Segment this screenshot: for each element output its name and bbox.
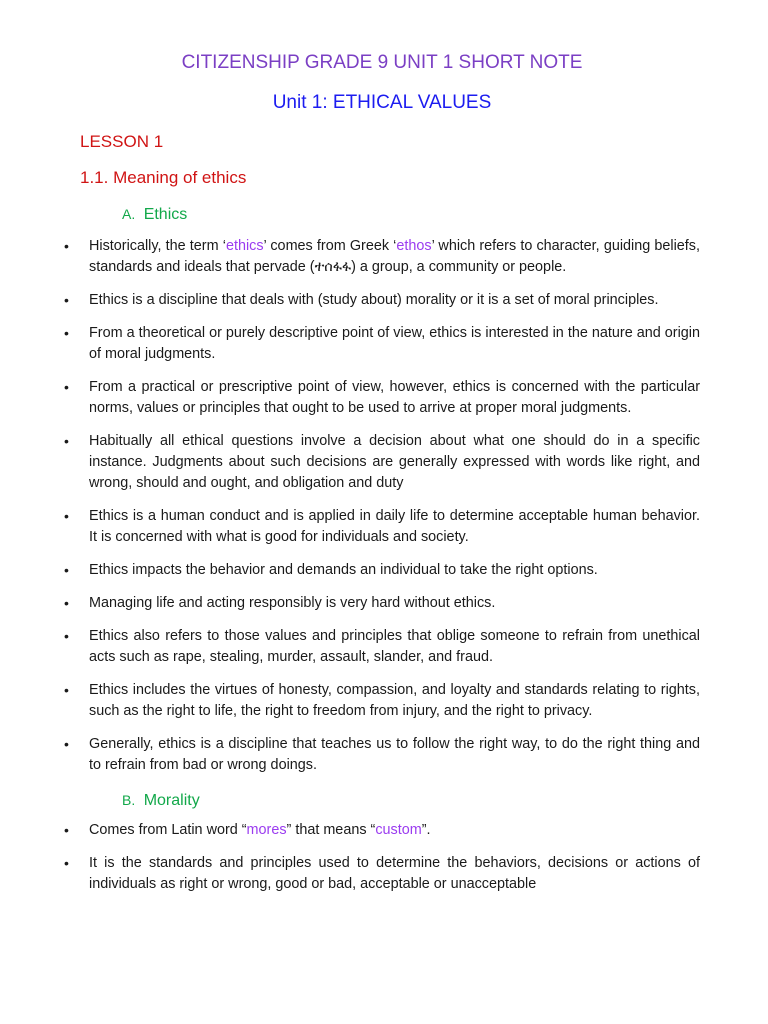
bullet-text: Ethics impacts the behavior and demands an individual to take the right options.	[89, 562, 598, 578]
bullet-dot: •	[64, 682, 69, 698]
bullet-text: Generally, ethics is a discipline that teaches us to follow the right way, to do the right thing and to refrain from bad or wrong doings.	[89, 736, 700, 773]
bullet-text: Ethics is a human conduct and is applied in daily life to determine acceptable human behavior. It is concerned with what is good for individuals and society.	[89, 508, 700, 545]
bullet-text: From a theoretical or purely descriptive point of view, ethics is interested in the nature and origin of moral judgments.	[89, 325, 700, 362]
bullet-dot: •	[64, 562, 69, 578]
list-item	[64, 290, 700, 311]
highlighted-term: mores	[246, 822, 287, 838]
bullet-dot: •	[64, 595, 69, 611]
list-item	[64, 236, 700, 278]
bullet-text: From a practical or prescriptive point of view, however, ethics is concerned with the particular norms, values or principles that ought to be used to arrive at proper moral judgments.	[89, 379, 700, 416]
list-item	[64, 734, 700, 776]
highlighted-term: ethics	[225, 238, 264, 254]
bullet-dot: •	[64, 628, 69, 644]
bullet-text: Habitually all ethical questions involve a decision about what one should do in a specific instance. Judgments about such decisions are generally expressed with words like right, and wrong, should and ought, and obligation and duty	[89, 433, 700, 491]
bullet-dot: •	[64, 292, 69, 308]
list-item	[64, 820, 700, 841]
bullet-dot: •	[64, 433, 69, 449]
list-item	[64, 431, 700, 494]
morality-bullet-list	[64, 820, 700, 895]
list-item	[64, 626, 700, 668]
subsection-ethics-heading	[122, 202, 700, 226]
bullet-text: Ethics is a discipline that deals with (study about) morality or it is a set of moral principles.	[89, 292, 659, 308]
bullet-text: Comes from Latin word “mores” that means “custom”.	[89, 822, 431, 838]
list-item	[64, 593, 700, 614]
bullet-text: Ethics also refers to those values and principles that oblige someone to refrain from unethical acts such as rape, stealing, murder, assault, slander, and fraud.	[89, 628, 700, 665]
subsection-title: Morality	[143, 792, 200, 809]
bullet-dot: •	[64, 508, 69, 524]
list-item	[64, 323, 700, 365]
bullet-text: It is the standards and principles used to determine the behaviors, decisions or actions of individuals as right or wrong, good or bad, acceptable or unacceptable	[89, 855, 700, 892]
subsection-letter: A.	[122, 206, 136, 222]
bullet-dot: •	[64, 238, 69, 254]
highlighted-term: ethos	[396, 238, 432, 254]
bullet-dot: •	[64, 855, 69, 871]
bullet-dot: •	[64, 822, 69, 838]
bullet-dot: •	[64, 325, 69, 341]
lesson-heading: LESSON 1	[80, 132, 164, 151]
list-item	[64, 853, 700, 895]
bullet-text: Historically, the term ‘ethics’ comes from Greek ‘ethos’ which refers to character, guiding beliefs, standards and ideals that pervade (ተሰፋፋ) a group, a community or people.	[89, 238, 700, 275]
subsection-title: Ethics	[143, 206, 188, 223]
subsection-letter: B.	[122, 792, 136, 808]
highlighted-term: custom	[375, 822, 422, 838]
list-item	[64, 560, 700, 581]
bullet-text: Managing life and acting responsibly is very hard without ethics.	[89, 595, 496, 611]
list-item	[64, 377, 700, 419]
subsection-morality-heading	[122, 788, 700, 812]
ethics-bullet-list	[64, 236, 700, 776]
bullet-dot: •	[64, 379, 69, 395]
list-item	[64, 506, 700, 548]
section-heading: 1.1. Meaning of ethics	[80, 168, 247, 187]
bullet-text: Ethics includes the virtues of honesty, compassion, and loyalty and standards relating to rights, such as the right to life, the right to freedom from injury, and the right to privacy.	[89, 682, 700, 719]
document-title: CITIZENSHIP GRADE 9 UNIT 1 SHORT NOTE	[181, 52, 583, 73]
unit-title: Unit 1: ETHICAL VALUES	[272, 92, 492, 113]
list-item	[64, 680, 700, 722]
bullet-dot: •	[64, 736, 69, 752]
